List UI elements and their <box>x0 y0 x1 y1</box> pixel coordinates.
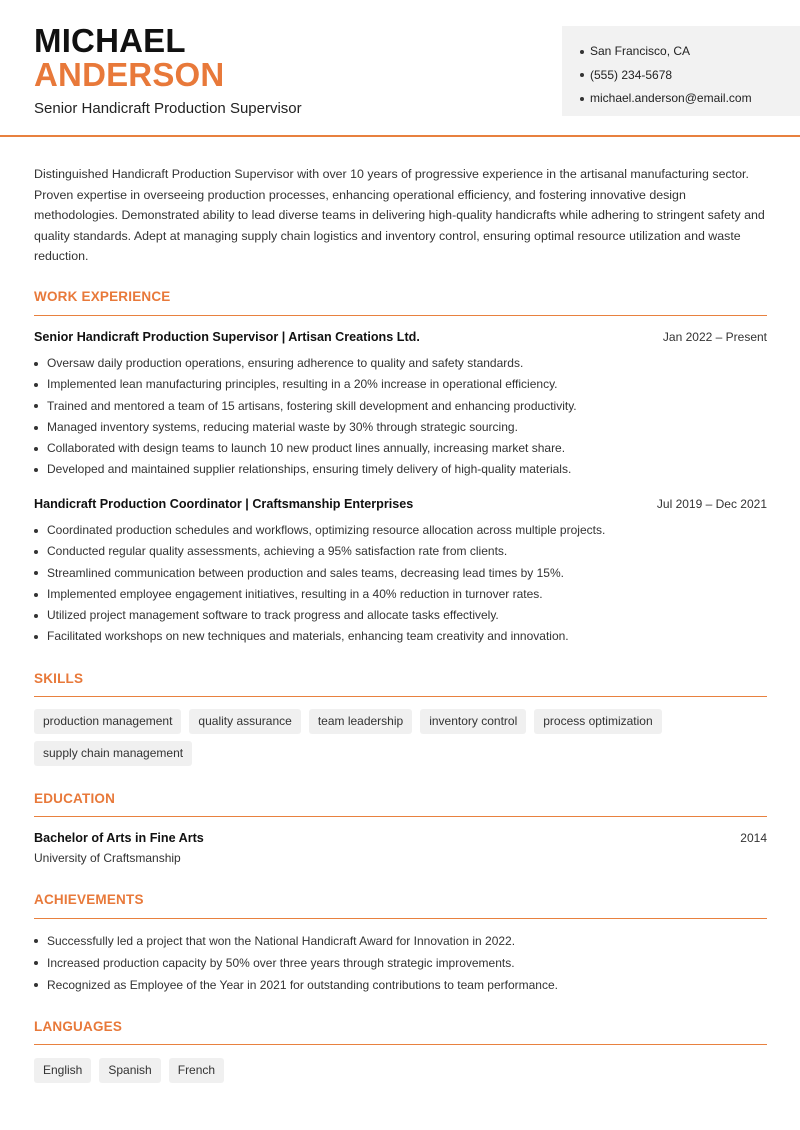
job-role: Senior Handicraft Production Supervisor | Artisan Creations Ltd. <box>34 330 420 344</box>
languages-list <box>34 1058 774 1090</box>
bullet-icon <box>34 614 38 618</box>
contact-email: michael.anderson@email.com <box>580 87 800 111</box>
section-title-education: EDUCATION <box>34 791 116 806</box>
section-title-achievements: ACHIEVEMENTS <box>34 892 144 907</box>
section-divider <box>34 696 767 697</box>
language-tag: Spanish <box>99 1058 160 1083</box>
list-item: Recognized as Employee of the Year in 2021 for outstanding contributions to team performance. <box>34 974 767 996</box>
section-title-skills: SKILLS <box>34 671 84 686</box>
job-header <box>34 497 767 511</box>
section-divider <box>34 315 767 316</box>
job-bullets <box>34 353 767 481</box>
contact-box <box>562 26 800 116</box>
bullet-icon <box>34 571 38 575</box>
list-item: Oversaw daily production operations, ensuring adherence to quality and safety standards. <box>34 353 767 374</box>
list-item: Utilized project management software to track progress and allocate tasks effectively. <box>34 605 767 626</box>
bullet-icon <box>34 468 38 472</box>
degree: Bachelor of Arts in Fine Arts <box>34 831 204 845</box>
achievements-list <box>34 930 767 996</box>
job-bullets <box>34 520 767 648</box>
list-item: Implemented lean manufacturing principles, resulting in a 20% increase in operational efficiency. <box>34 374 767 395</box>
list-item: Successfully led a project that won the National Handicraft Award for Innovation in 2022. <box>34 930 767 952</box>
list-item: Streamlined communication between production and sales teams, decreasing lead times by 15%. <box>34 563 767 584</box>
candidate-name <box>34 24 224 92</box>
skill-tag: process optimization <box>534 709 661 734</box>
bullet-icon <box>34 529 38 533</box>
skill-tag: team leadership <box>309 709 412 734</box>
summary: Distinguished Handicraft Production Supervisor with over 10 years of progressive experience in the artisanal manufacturing sector. Proven expertise in overseeing production processes, enhancing operational efficiency, and fostering innovative design methodologies. Demonstrated ability to lead diverse teams in delivering high-quality handicrafts while adhering to stringent safety and quality standards. Adept at managing supply chain logistics and inventory control, ensuring optimal resource utilization and waste reduction. <box>34 167 765 263</box>
list-item: Conducted regular quality assessments, achieving a 95% satisfaction rate from clients. <box>34 541 767 562</box>
bullet-icon <box>34 362 38 366</box>
list-item: Trained and mentored a team of 15 artisans, fostering skill development and enhancing productivity. <box>34 396 767 417</box>
bullet-icon <box>34 383 38 387</box>
skill-tag: inventory control <box>420 709 526 734</box>
bullet-icon <box>34 447 38 451</box>
first-name: MICHAEL <box>34 22 186 59</box>
list-item: Increased production capacity by 50% over three years through strategic improvements. <box>34 952 767 974</box>
bullet-icon <box>34 550 38 554</box>
job-dates: Jul 2019 – Dec 2021 <box>656 497 767 511</box>
contact-phone: (555) 234-5678 <box>580 64 800 88</box>
list-item: Managed inventory systems, reducing material waste by 30% through strategic sourcing. <box>34 417 767 438</box>
list-item: Implemented employee engagement initiatives, resulting in a 40% reduction in turnover rates. <box>34 584 767 605</box>
skills-list <box>34 709 774 773</box>
skill-tag: supply chain management <box>34 741 192 766</box>
bullet-icon <box>580 97 584 101</box>
list-item: Facilitated workshops on new techniques and materials, enhancing team creativity and innovation. <box>34 626 767 647</box>
skill-tag: quality assurance <box>189 709 300 734</box>
graduation-year: 2014 <box>740 831 767 845</box>
section-title-work: WORK EXPERIENCE <box>34 289 171 304</box>
bullet-icon <box>34 635 38 639</box>
bullet-icon <box>34 961 38 965</box>
language-tag: English <box>34 1058 91 1083</box>
list-item: Collaborated with design teams to launch 10 new product lines annually, increasing market share. <box>34 438 767 459</box>
section-title-languages: LANGUAGES <box>34 1019 123 1034</box>
bullet-icon <box>34 593 38 597</box>
job-header <box>34 330 767 344</box>
list-item: Developed and maintained supplier relationships, ensuring timely delivery of high-quality materials. <box>34 459 767 480</box>
bullet-icon <box>34 426 38 430</box>
job-role: Handicraft Production Coordinator | Craftsmanship Enterprises <box>34 497 414 511</box>
education-header <box>34 831 767 845</box>
section-divider <box>34 816 767 817</box>
contact-location: San Francisco, CA <box>580 40 800 64</box>
section-divider <box>34 918 767 919</box>
job-dates: Jan 2022 – Present <box>662 330 767 344</box>
job-title: Senior Handicraft Production Supervisor <box>34 100 302 117</box>
resume-header <box>0 0 800 137</box>
bullet-icon <box>580 73 584 77</box>
language-tag: French <box>169 1058 224 1083</box>
bullet-icon <box>34 939 38 943</box>
last-name: ANDERSON <box>34 56 225 93</box>
bullet-icon <box>34 404 38 408</box>
list-item: Coordinated production schedules and workflows, optimizing resource allocation across multiple projects. <box>34 520 767 541</box>
skill-tag: production management <box>34 709 181 734</box>
section-divider <box>34 1044 767 1045</box>
school-name: University of Craftsmanship <box>34 851 181 865</box>
bullet-icon <box>34 983 38 987</box>
bullet-icon <box>580 50 584 54</box>
